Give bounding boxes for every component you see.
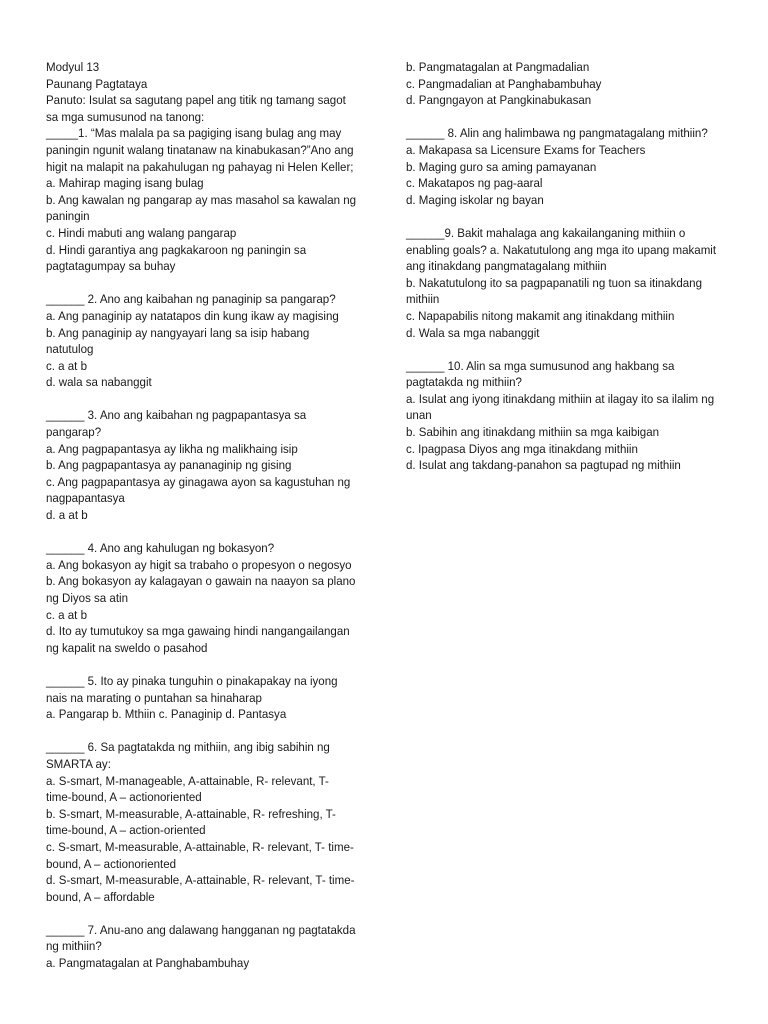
text-line: b. Pangmatagalan at Pangmadalian <box>406 60 590 74</box>
text-line: a. Mahirap maging isang bulag <box>46 176 204 191</box>
text-line: Panuto: Isulat sa sagutang papel ang titik ng tamang sagot <box>46 93 346 108</box>
text-line: nagpapantasya <box>46 491 125 506</box>
text-line: ng kapalit na sweldo o pasahod <box>46 640 208 655</box>
text-line: c. Pangmadalian at Panghabambuhay <box>406 76 602 91</box>
text-line: a. Ang bokasyon ay higit sa trabaho o propesyon o negosyo <box>46 557 352 572</box>
text-line: d. wala sa nabanggit <box>46 375 152 390</box>
text-line: a. Isulat ang iyong itinakdang mithiin at ilagay ito sa ilalim ng <box>406 391 715 406</box>
text-line: time-bound, A – actionoriented <box>46 790 202 805</box>
blank-line <box>406 341 715 358</box>
text-line: c. Hindi mabuti ang walang pangarap <box>46 225 237 240</box>
right-column <box>406 59 715 474</box>
text-line: ______ 2. Ano ang kaibahan ng panaginip sa pangarap? <box>46 292 336 307</box>
text-line: b. Ang bokasyon ay kalagayan o gawain na naayon sa plano <box>46 574 356 589</box>
text-line: nais na marating o puntahan sa hinaharap <box>46 690 262 705</box>
text-line: a. Pangmatagalan at Panghabambuhay <box>46 956 250 971</box>
text-line: a. Ang panaginip ay natatapos din kung ikaw ay magising <box>46 308 339 323</box>
blank-line <box>46 905 362 922</box>
blank-line <box>46 524 362 541</box>
text-line: _____1. “Mas malala pa sa pagiging isang bulag ang may <box>46 126 342 141</box>
text-line: ______9. Bakit mahalaga ang kakailanganing mithiin o <box>406 225 686 240</box>
text-line: d. Isulat ang takdang-panahon sa pagtupad ng mithiin <box>406 458 681 473</box>
text-line: c. a at b <box>46 607 88 622</box>
text-line: b. Ang kawalan ng pangarap ay mas masahol sa kawalan ng <box>46 192 357 207</box>
text-line: d. Ito ay tumutukoy sa mga gawaing hindi nangangailangan <box>46 624 350 639</box>
text-line: c. Ang pagpapantasya ay ginagawa ayon sa kagustuhan ng <box>46 474 351 489</box>
text-line: Paunang Pagtataya <box>46 76 148 91</box>
text-line: c. a at b <box>46 358 88 373</box>
blank-line <box>406 208 715 225</box>
text-line: ______ 8. Alin ang halimbawa ng pangmatagalang mithiin? <box>406 126 708 141</box>
text-line: d. S-smart, M-measurable, A-attainable, R- relevant, T- time- <box>46 873 355 888</box>
text-line: Modyul 13 <box>46 60 100 74</box>
text-line: b. Maging guro sa aming pamayanan <box>406 159 597 174</box>
blank-line <box>46 723 362 740</box>
left-column <box>46 59 362 972</box>
text-line: b. Nakatutulong ito sa pagpapanatili ng tuon sa itinakdang <box>406 275 702 290</box>
text-line: a. Pangarap b. Mthiin c. Panaginip d. Pantasya <box>46 707 287 722</box>
text-line: d. a at b <box>46 508 88 523</box>
text-line: b. S-smart, M-measurable, A-attainable, R- refreshing, T- <box>46 806 336 821</box>
blank-line <box>406 109 715 126</box>
text-line: ng mithiin? <box>46 939 102 954</box>
text-line: b. Ang pagpapantasya ay pananaginip ng gising <box>46 458 292 473</box>
text-line: c. S-smart, M-measurable, A-attainable, R- relevant, T- time- <box>46 839 354 854</box>
text-line: unan <box>406 408 432 423</box>
text-line: a. S-smart, M-manageable, A-attainable, R- relevant, T- <box>46 773 329 788</box>
text-line: ang itinakdang pangmatagalang mithiin <box>406 259 607 274</box>
text-line: ______ 7. Anu-ano ang dalawang hangganan ng pagtatakda <box>46 922 356 937</box>
blank-line <box>46 275 362 292</box>
text-line: ______ 5. Ito ay pinaka tunguhin o pinakapakay na iyong <box>46 673 338 688</box>
text-line: a. Makapasa sa Licensure Exams for Teachers <box>406 142 646 157</box>
text-line: mithiin <box>406 292 440 307</box>
text-line: c. Makatapos ng pag-aaral <box>406 176 543 191</box>
text-line: bound, A – affordable <box>46 889 155 904</box>
text-line: ______ 4. Ano ang kahulugan ng bokasyon? <box>46 541 275 556</box>
text-line: d. Maging iskolar ng bayan <box>406 192 544 207</box>
text-line: paningin <box>46 209 90 224</box>
text-line: d. Hindi garantiya ang pagkakaroon ng paningin sa <box>46 242 307 257</box>
text-line: ______ 10. Alin sa mga sumusunod ang hakbang sa <box>406 358 675 373</box>
text-line: b. Sabihin ang itinakdang mithiin sa mga kaibigan <box>406 425 660 440</box>
text-line: SMARTA ay: <box>46 756 111 771</box>
text-line: natutulog <box>46 342 94 357</box>
text-line: c. Napapabilis nitong makamit ang itinakdang mithiin <box>406 308 675 323</box>
text-line: pagtatagumpay sa buhay <box>46 259 176 274</box>
text-line: c. Ipagpasa Diyos ang mga itinakdang mithiin <box>406 441 638 456</box>
blank-line <box>46 391 362 408</box>
text-line: bound, A – actionoriented <box>46 856 177 871</box>
text-line: d. Pangngayon at Pangkinabukasan <box>406 93 592 108</box>
text-line: pagtatakda ng mithiin? <box>406 375 522 390</box>
text-line: ng Diyos sa atin <box>46 591 128 605</box>
text-line: paningin ngunit walang tinatanaw na kinabukasan?”Ano ang <box>46 142 354 157</box>
text-line: d. Wala sa mga nabanggit <box>406 325 540 340</box>
text-line: higit na malapit na pakahulugan ng pahayag ni Helen Keller; <box>46 159 354 174</box>
text-line: sa mga sumusunod na tanong: <box>46 109 205 124</box>
text-line: time-bound, A – action-oriented <box>46 823 206 838</box>
text-line: enabling goals? a. Nakatutulong ang mga ito upang makamit <box>406 242 717 257</box>
text-line: ______ 3. Ano ang kaibahan ng pagpapantasya sa <box>46 408 307 423</box>
text-line: a. Ang pagpapantasya ay likha ng malikhaing isip <box>46 441 298 456</box>
blank-line <box>46 656 362 673</box>
text-line: pangarap? <box>46 425 102 440</box>
text-line: b. Ang panaginip ay nangyayari lang sa isip habang <box>46 325 310 340</box>
text-line: ______ 6. Sa pagtatakda ng mithiin, ang ibig sabihin ng <box>46 740 330 755</box>
